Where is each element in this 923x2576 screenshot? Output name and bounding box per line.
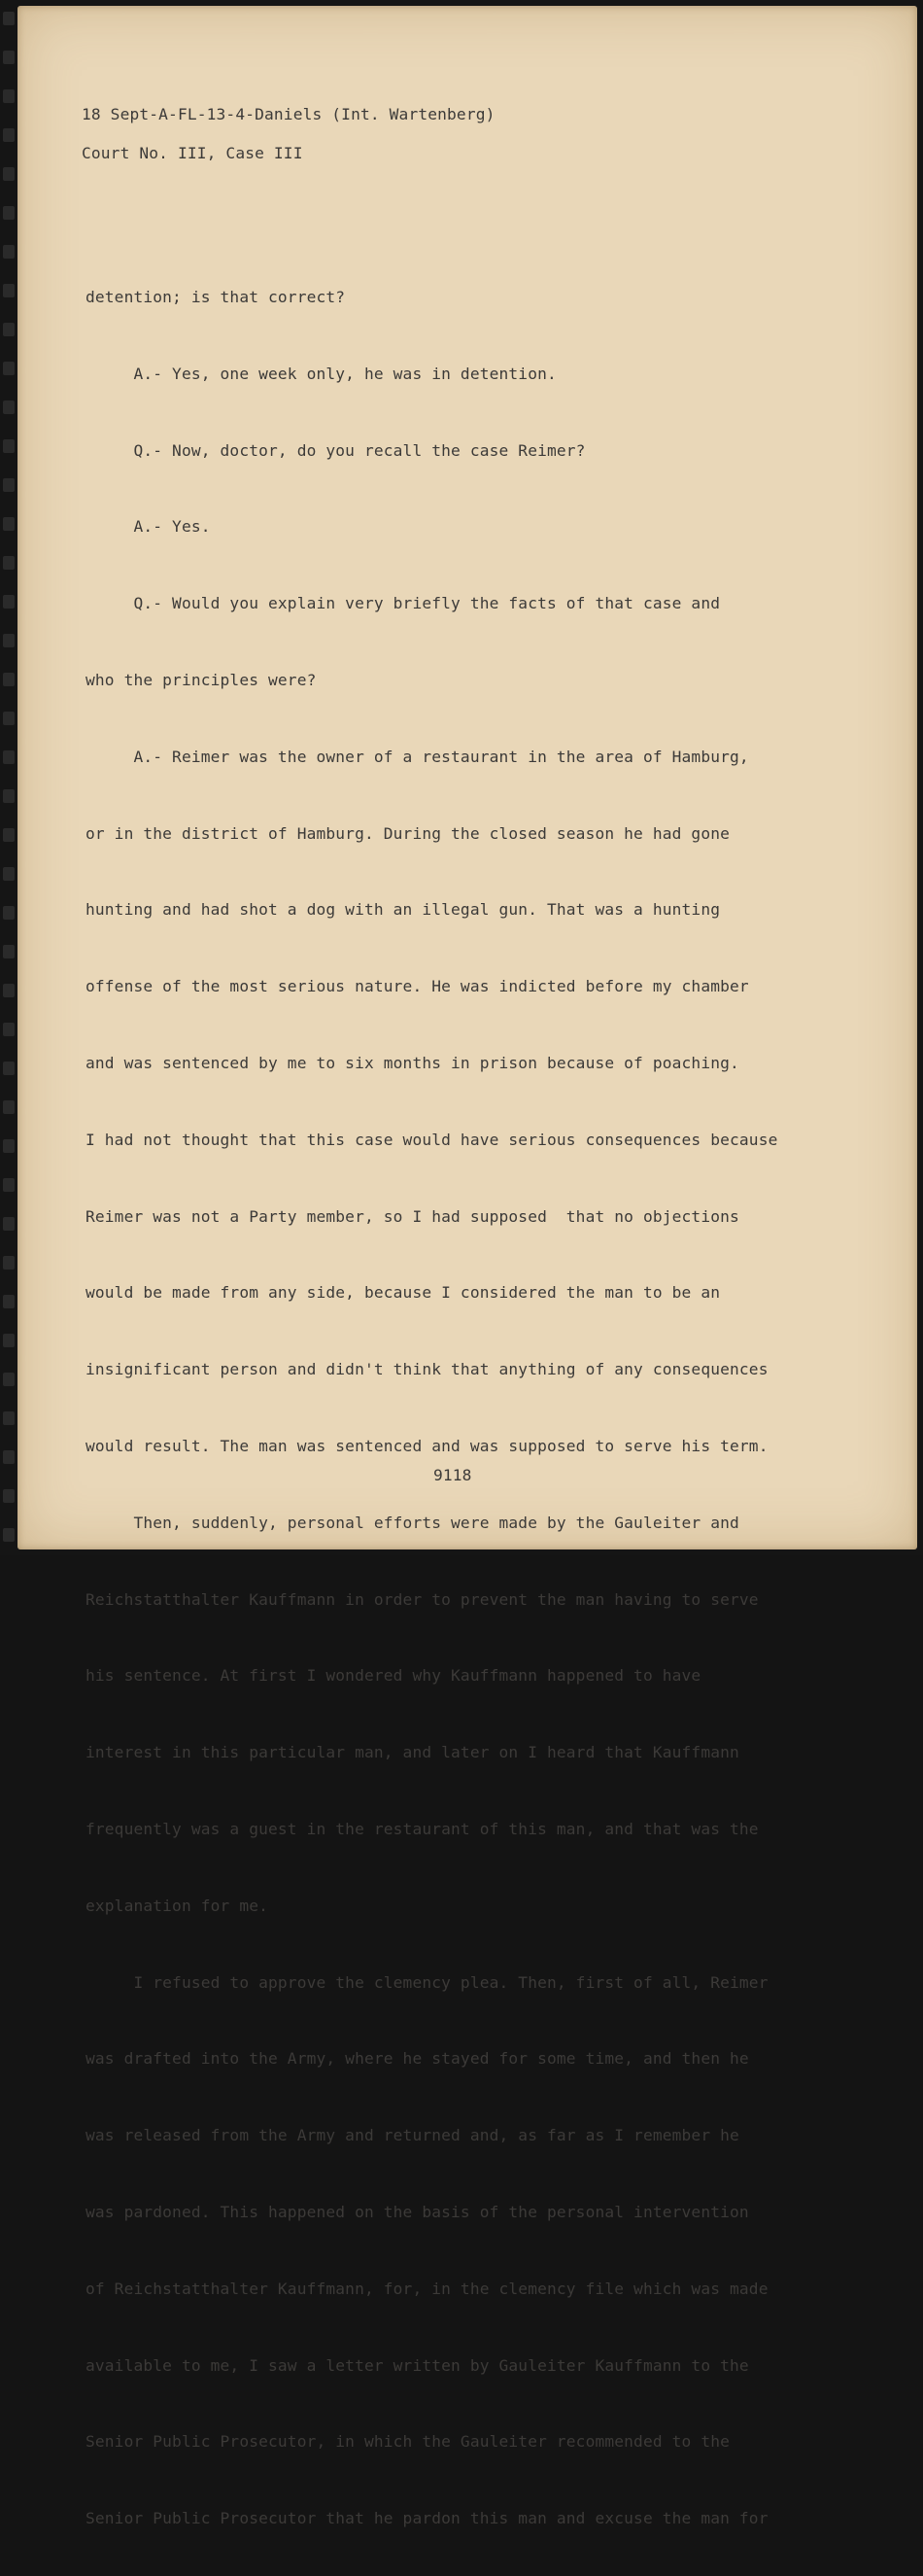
transcript-line: available to me, I saw a letter written by Gauleiter Kauffmann to the xyxy=(85,2355,749,2375)
binder-hole xyxy=(3,984,15,997)
transcript-line: A.- Yes. xyxy=(85,517,211,537)
binder-hole xyxy=(3,556,15,570)
binder-hole xyxy=(3,51,15,64)
page-number: 9118 xyxy=(433,1466,472,1484)
binder-hole xyxy=(3,1256,15,1270)
binder-hole xyxy=(3,1373,15,1386)
transcript-line: detention; is that correct? xyxy=(85,288,346,306)
transcript-line: A.- Yes, one week only, he was in detention. xyxy=(85,364,557,383)
transcript-line: I had not thought that this case would have serious consequences because xyxy=(85,1130,778,1149)
transcript-line: Reichstatthalter Kauffmann in order to prevent the man having to serve xyxy=(85,1589,759,1609)
binder-hole xyxy=(3,400,15,414)
case-reference: 18 Sept-A-FL-13-4-Daniels (Int. Wartenberg) xyxy=(82,105,496,123)
transcript-line: Q.- Would you explain very briefly the facts of that case and xyxy=(85,594,721,613)
transcript-line: I refused to approve the clemency plea. Then, first of all, Reimer xyxy=(85,1972,769,1992)
transcript-line: of Reichstatthalter Kauffmann, for, in the clemency file which was made xyxy=(85,2279,769,2298)
binder-hole xyxy=(3,1295,15,1308)
binder-hole xyxy=(3,1528,15,1542)
binder-hole xyxy=(3,712,15,725)
transcript-line: would result. The man was sentenced and was supposed to serve his term. xyxy=(85,1436,769,1455)
binder-hole xyxy=(3,439,15,453)
transcript-line: was drafted into the Army, where he stayed for some time, and then he xyxy=(85,2049,749,2069)
binder-hole xyxy=(3,1489,15,1503)
transcript-line: Then, suddenly, personal efforts were made by the Gauleiter and xyxy=(85,1513,739,1532)
binder-hole xyxy=(3,673,15,686)
binder-hole xyxy=(3,750,15,764)
transcript-line: or in the district of Hamburg. During the closed season he had gone xyxy=(85,823,731,843)
transcript-line: would be made from any side, because I considered the man to be an xyxy=(85,1283,721,1303)
transcript-line: insignificant person and didn't think that anything of any consequences xyxy=(85,1360,769,1379)
binder-hole xyxy=(3,167,15,181)
binder-hole xyxy=(3,595,15,609)
transcript-line: frequently was a guest in the restaurant of this man, and that was the xyxy=(85,1819,759,1838)
transcript-line: was released from the Army and returned and, as far as I remember he xyxy=(85,2126,739,2145)
binder-hole xyxy=(3,1062,15,1075)
binder-hole xyxy=(3,1100,15,1114)
binder-hole xyxy=(3,1139,15,1153)
transcript-line: A.- Reimer was the owner of a restaurant in the area of Hamburg, xyxy=(85,747,749,766)
transcript-line: and was sentenced by me to six months in prison because of poaching. xyxy=(85,1053,739,1072)
binder-hole xyxy=(3,1450,15,1464)
transcript-line: was pardoned. This happened on the basis of the personal intervention xyxy=(85,2202,749,2221)
binder-hole xyxy=(3,1023,15,1036)
binder-hole xyxy=(3,89,15,103)
binder-hole xyxy=(3,517,15,531)
binder-hole xyxy=(3,1334,15,1347)
binder-edge xyxy=(0,0,17,1555)
binder-hole xyxy=(3,789,15,803)
binder-hole xyxy=(3,478,15,492)
binder-hole xyxy=(3,1411,15,1425)
binder-hole xyxy=(3,1178,15,1192)
binder-hole xyxy=(3,12,15,25)
binder-hole xyxy=(3,1217,15,1231)
transcript-line: Reimer was not a Party member, so I had supposed that no objections xyxy=(85,1206,739,1226)
transcript-body xyxy=(85,241,902,2576)
binder-hole xyxy=(3,362,15,375)
binder-hole xyxy=(3,245,15,259)
binder-hole xyxy=(3,906,15,920)
transcript-line: offense of the most serious nature. He was indicted before my chamber xyxy=(85,977,749,996)
binder-hole xyxy=(3,634,15,647)
transcript-line: who the principles were? xyxy=(85,670,317,689)
transcript-line: interest in this particular man, and later on I heard that Kauffmann xyxy=(85,1743,739,1762)
transcript-line: Q.- Now, doctor, do you recall the case Reimer? xyxy=(85,440,586,460)
transcript-line: hunting and had shot a dog with an illegal gun. That was a hunting xyxy=(85,900,721,920)
transcript-line: Senior Public Prosecutor, in which the Gauleiter recommended to the xyxy=(85,2432,731,2452)
binder-hole xyxy=(3,828,15,842)
binder-hole xyxy=(3,945,15,958)
transcript-line: explanation for me. xyxy=(85,1896,269,1915)
binder-hole xyxy=(3,206,15,220)
transcript-line: his sentence. At first I wondered why Kauffmann happened to have xyxy=(85,1666,701,1686)
binder-hole xyxy=(3,128,15,142)
binder-hole xyxy=(3,284,15,297)
court-case-line: Court No. III, Case III xyxy=(82,144,303,162)
transcript-line: Senior Public Prosecutor that he pardon this man and excuse the man for xyxy=(85,2509,769,2528)
binder-hole xyxy=(3,867,15,881)
binder-hole xyxy=(3,323,15,336)
